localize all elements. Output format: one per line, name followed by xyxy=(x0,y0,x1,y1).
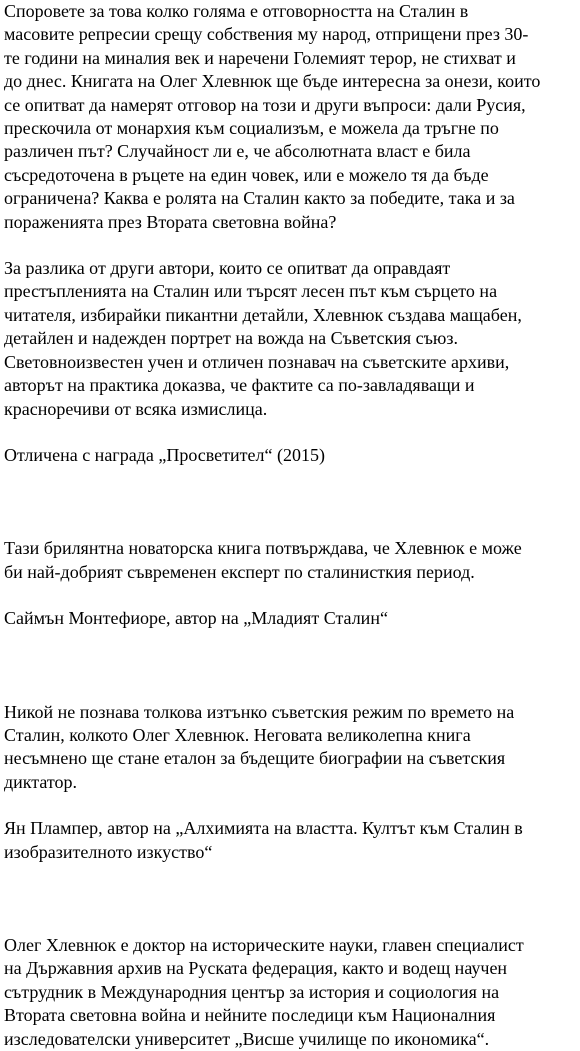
text-line: Олег Хлевнюк е доктор на историческите науки, главен специалист xyxy=(4,934,524,955)
text-line: Никой не познава толкова изтънко съветския режим по времето на xyxy=(4,701,515,722)
document-page xyxy=(4,0,578,1051)
text-line: се опитват да намерят отговор на този и други въпроси: дали Русия, xyxy=(4,94,526,115)
text-line: Саймън Монтефиоре, автор на „Младият Сталин“ xyxy=(4,608,388,629)
paragraph-spacer xyxy=(4,584,578,607)
award-line xyxy=(4,444,578,467)
text-line: масовите репресии срещу собствения му народ, отприщени през 30- xyxy=(4,24,529,45)
text-line: различен път? Случайност ли е, че абсолютната власт е била xyxy=(4,141,471,162)
section-spacer xyxy=(4,864,578,934)
text-line: престъпленията на Сталин или търсят лесен път към сърцето на xyxy=(4,281,498,302)
section-spacer xyxy=(4,631,578,701)
text-line: диктатор. xyxy=(4,771,78,792)
text-line: Сталин, колкото Олег Хлевнюк. Неговата великолепна книга xyxy=(4,724,471,745)
review-quote-plamper xyxy=(4,701,578,795)
text-line: Отличена с награда „Просветител“ (2015) xyxy=(4,444,325,465)
text-line: на Държавния архив на Руската федерация, както и водещ научен xyxy=(4,958,508,979)
text-line: Тази брилянтна новаторска книга потвърждава, че Хлевнюк е може xyxy=(4,538,522,559)
text-line: прескочила от монархия към социализъм, е можела да тръгне по xyxy=(4,118,499,139)
text-line: авторът на практика доказва, че фактите са по-завладяващи и xyxy=(4,375,475,396)
intro-paragraph xyxy=(4,0,578,234)
review-attribution-montefiore xyxy=(4,607,578,630)
text-line: сътрудник в Международния център за история и социология на xyxy=(4,981,500,1002)
text-line: читателя, избирайки пикантни детайли, Хлевнюк създава мащабен, xyxy=(4,304,522,325)
review-quote-montefiore xyxy=(4,537,578,584)
text-line: би най-добрият съвременен експерт по сталинисткия период. xyxy=(4,561,475,582)
text-line: до днес. Книгата на Олег Хлевнюк ще бъде интересна за онези, които xyxy=(4,71,541,92)
section-spacer xyxy=(4,467,578,537)
text-line: Споровете за това колко голяма е отговорността на Сталин в xyxy=(4,1,469,21)
text-line: Световноизвестен учен и отличен познавач на съветските архиви, xyxy=(4,351,510,372)
text-line: съсредоточена в ръцете на един човек, или е можело тя да бъде xyxy=(4,164,489,185)
text-line: детайлен и надежден портрет на вожда на Съветския съюз. xyxy=(4,328,458,349)
text-line: несъмнено ще стане еталон за бъдещите биографии на съветския xyxy=(4,748,506,769)
text-line: Ян Плампер, автор на „Алхимията на властта. Култът към Сталин в xyxy=(4,818,523,839)
text-line: изследователски университет „Висше училище по икономика“. xyxy=(4,1028,490,1049)
text-line: Втората световна война и нейните последици към Националния xyxy=(4,1005,496,1026)
paragraph-spacer xyxy=(4,421,578,444)
text-line: пораженията през Втората световна война? xyxy=(4,211,337,232)
text-line: ограничена? Каква е ролята на Сталин както за победите, така и за xyxy=(4,188,515,209)
text-line: За разлика от други автори, които се опитват да оправдаят xyxy=(4,258,451,279)
text-line: те години на миналия век и наречени Големият терор, не стихват и xyxy=(4,47,516,68)
paragraph-spacer xyxy=(4,234,578,257)
paragraph-spacer xyxy=(4,794,578,817)
text-line: изобразителното изкуство“ xyxy=(4,841,213,862)
author-comparison-paragraph xyxy=(4,257,578,421)
text-line: красноречиви от всяка измислица. xyxy=(4,398,268,419)
author-bio-paragraph xyxy=(4,934,578,1051)
review-attribution-plamper xyxy=(4,817,578,864)
